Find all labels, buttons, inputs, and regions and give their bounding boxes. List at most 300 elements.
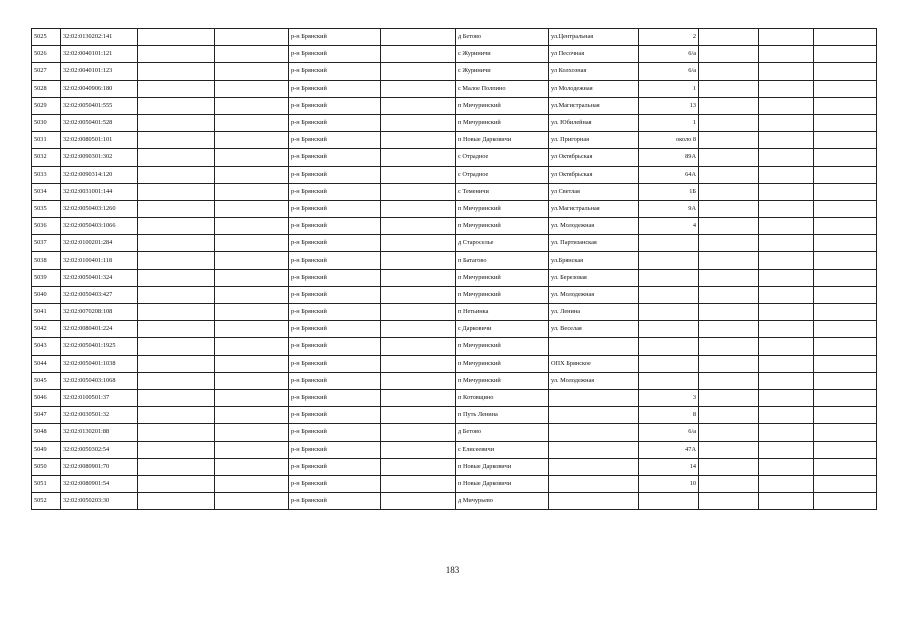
cell-street: ул. Веселая	[549, 321, 639, 338]
cell-empty	[381, 372, 456, 389]
cell-house	[639, 493, 699, 510]
cell-empty	[699, 252, 759, 269]
cell-empty	[699, 304, 759, 321]
cell-empty	[381, 441, 456, 458]
cell-number: 5042	[32, 321, 61, 338]
cell-settlement: с Журиничи	[456, 46, 549, 63]
cell-empty	[381, 424, 456, 441]
cell-number: 5046	[32, 389, 61, 406]
cell-empty	[215, 304, 289, 321]
cell-empty	[381, 458, 456, 475]
cell-empty	[215, 80, 289, 97]
cell-settlement: п Батагово	[456, 252, 549, 269]
cell-empty	[381, 321, 456, 338]
cell-empty	[814, 166, 877, 183]
cell-district: р-н Брянский	[289, 80, 381, 97]
cell-cadastral-number: 32:02:0031001:144	[61, 183, 138, 200]
cell-district: р-н Брянский	[289, 63, 381, 80]
cell-empty	[381, 235, 456, 252]
table-row	[32, 252, 877, 269]
cell-empty	[699, 149, 759, 166]
cell-empty	[138, 183, 215, 200]
table-row	[32, 149, 877, 166]
cell-house: 8	[639, 407, 699, 424]
cell-empty	[699, 355, 759, 372]
table-row	[32, 355, 877, 372]
cell-number: 5052	[32, 493, 61, 510]
cell-district: р-н Брянский	[289, 252, 381, 269]
cell-settlement: д Мичурьево	[456, 493, 549, 510]
cell-street: ул Колхозная	[549, 63, 639, 80]
cell-cadastral-number: 32:02:0090314:120	[61, 166, 138, 183]
cell-empty	[381, 149, 456, 166]
cell-cadastral-number: 32:02:0090301:302	[61, 149, 138, 166]
cell-settlement: п Новые Дарковичи	[456, 132, 549, 149]
cell-house	[639, 235, 699, 252]
cell-cadastral-number: 32:02:0100201:284	[61, 235, 138, 252]
cell-empty	[699, 338, 759, 355]
cell-cadastral-number: 32:02:0050401:324	[61, 269, 138, 286]
table-row	[32, 63, 877, 80]
cell-district: р-н Брянский	[289, 372, 381, 389]
cell-empty	[759, 475, 814, 492]
table-body	[32, 29, 877, 510]
table-row	[32, 372, 877, 389]
cell-number: 5044	[32, 355, 61, 372]
cell-district: р-н Брянский	[289, 269, 381, 286]
cell-empty	[215, 475, 289, 492]
cell-empty	[138, 355, 215, 372]
cell-empty	[699, 80, 759, 97]
cell-house: 13	[639, 97, 699, 114]
cell-house: 1	[639, 80, 699, 97]
cell-empty	[138, 389, 215, 406]
cell-empty	[381, 493, 456, 510]
cell-empty	[814, 372, 877, 389]
cell-settlement: с Журиничи	[456, 63, 549, 80]
cell-cadastral-number: 32:02:0130201:88	[61, 424, 138, 441]
cell-empty	[759, 441, 814, 458]
cell-number: 5036	[32, 218, 61, 235]
cell-empty	[138, 97, 215, 114]
cell-empty	[814, 407, 877, 424]
cell-empty	[381, 97, 456, 114]
cell-number: 5038	[32, 252, 61, 269]
cell-street: ул. Молодежная	[549, 372, 639, 389]
cell-empty	[699, 269, 759, 286]
cell-empty	[138, 269, 215, 286]
cell-empty	[138, 63, 215, 80]
cell-empty	[215, 132, 289, 149]
cell-number: 5051	[32, 475, 61, 492]
table-row	[32, 424, 877, 441]
cell-street: ул. Молодежная	[549, 218, 639, 235]
cell-empty	[699, 114, 759, 131]
cell-empty	[814, 114, 877, 131]
cell-empty	[138, 493, 215, 510]
cell-number: 5043	[32, 338, 61, 355]
cell-house	[639, 304, 699, 321]
cell-empty	[699, 441, 759, 458]
cell-number: 5048	[32, 424, 61, 441]
cell-empty	[814, 46, 877, 63]
cell-district: р-н Брянский	[289, 97, 381, 114]
cell-street: ул Октябрьская	[549, 166, 639, 183]
cell-settlement: п Мичуринский	[456, 338, 549, 355]
cell-district: р-н Брянский	[289, 338, 381, 355]
cell-empty	[381, 63, 456, 80]
cell-empty	[215, 183, 289, 200]
cell-empty	[381, 389, 456, 406]
cell-empty	[699, 132, 759, 149]
cell-district: р-н Брянский	[289, 46, 381, 63]
table-row	[32, 338, 877, 355]
cell-empty	[759, 407, 814, 424]
cell-empty	[699, 372, 759, 389]
cell-street: ул. Березовая	[549, 269, 639, 286]
cell-district: р-н Брянский	[289, 441, 381, 458]
cell-number: 5027	[32, 63, 61, 80]
cell-cadastral-number: 32:02:0080901:54	[61, 475, 138, 492]
cell-empty	[814, 63, 877, 80]
cell-empty	[138, 80, 215, 97]
cell-cadastral-number: 32:02:0050403:1066	[61, 218, 138, 235]
cell-empty	[381, 46, 456, 63]
table-row	[32, 269, 877, 286]
cell-street	[549, 338, 639, 355]
cell-empty	[814, 458, 877, 475]
cell-cadastral-number: 32:02:0050403:1260	[61, 200, 138, 217]
cell-cadastral-number: 32:02:0040906:180	[61, 80, 138, 97]
cell-empty	[759, 286, 814, 303]
cell-district: р-н Брянский	[289, 355, 381, 372]
cell-empty	[215, 355, 289, 372]
cell-number: 5035	[32, 200, 61, 217]
cell-settlement: п Мичуринский	[456, 286, 549, 303]
cell-empty	[814, 441, 877, 458]
cell-empty	[381, 183, 456, 200]
cell-house: 6/а	[639, 424, 699, 441]
cell-street: ул. Молодежная	[549, 286, 639, 303]
cell-number: 5031	[32, 132, 61, 149]
cell-street: ул. Юбилейная	[549, 114, 639, 131]
cell-empty	[699, 235, 759, 252]
cell-district: р-н Брянский	[289, 389, 381, 406]
cell-empty	[215, 441, 289, 458]
cell-empty	[759, 493, 814, 510]
cell-district: р-н Брянский	[289, 493, 381, 510]
cell-number: 5029	[32, 97, 61, 114]
cell-empty	[759, 372, 814, 389]
cell-empty	[814, 475, 877, 492]
cell-settlement: п Мичуринский	[456, 97, 549, 114]
table-row	[32, 200, 877, 217]
cell-settlement: д Бетово	[456, 424, 549, 441]
cell-empty	[759, 29, 814, 46]
cell-district: р-н Брянский	[289, 218, 381, 235]
cell-empty	[138, 29, 215, 46]
cell-number: 5033	[32, 166, 61, 183]
table-row	[32, 389, 877, 406]
cell-empty	[138, 372, 215, 389]
cell-empty	[381, 355, 456, 372]
cell-empty	[138, 441, 215, 458]
cell-house: 10	[639, 475, 699, 492]
cell-street: ул Светлая	[549, 183, 639, 200]
table-row	[32, 475, 877, 492]
cell-empty	[138, 200, 215, 217]
cell-empty	[759, 200, 814, 217]
cell-settlement: с Отрадное	[456, 166, 549, 183]
cell-empty	[814, 424, 877, 441]
cell-empty	[814, 132, 877, 149]
cell-street: ул.Брянская	[549, 252, 639, 269]
cell-empty	[759, 355, 814, 372]
cell-street	[549, 389, 639, 406]
cell-empty	[215, 97, 289, 114]
cell-empty	[699, 389, 759, 406]
cell-street	[549, 475, 639, 492]
cell-number: 5025	[32, 29, 61, 46]
cell-empty	[759, 183, 814, 200]
cell-empty	[381, 407, 456, 424]
cell-empty	[381, 132, 456, 149]
cell-cadastral-number: 32:02:0030501:32	[61, 407, 138, 424]
cell-empty	[699, 458, 759, 475]
cell-empty	[138, 424, 215, 441]
cell-empty	[759, 252, 814, 269]
cell-settlement: с Елисеевичи	[456, 441, 549, 458]
cell-empty	[215, 286, 289, 303]
cell-empty	[215, 424, 289, 441]
cell-house	[639, 338, 699, 355]
cell-empty	[381, 475, 456, 492]
cell-settlement: с Отрадное	[456, 149, 549, 166]
cell-house: 3	[639, 389, 699, 406]
cell-empty	[814, 218, 877, 235]
cell-street	[549, 458, 639, 475]
cell-empty	[215, 269, 289, 286]
cell-empty	[699, 200, 759, 217]
cell-cadastral-number: 32:02:0080901:70	[61, 458, 138, 475]
cell-street: ОПХ Брянское	[549, 355, 639, 372]
table-row	[32, 235, 877, 252]
cell-street	[549, 407, 639, 424]
cell-empty	[138, 407, 215, 424]
cell-empty	[215, 389, 289, 406]
cell-cadastral-number: 32:02:0050401:555	[61, 97, 138, 114]
cell-empty	[138, 304, 215, 321]
cell-empty	[138, 166, 215, 183]
cell-empty	[381, 200, 456, 217]
cell-house: 2	[639, 29, 699, 46]
cell-empty	[814, 269, 877, 286]
cell-district: р-н Брянский	[289, 132, 381, 149]
cell-empty	[699, 321, 759, 338]
cell-cadastral-number: 32:02:0100401:118	[61, 252, 138, 269]
cell-empty	[814, 149, 877, 166]
cell-empty	[814, 493, 877, 510]
table-row	[32, 132, 877, 149]
cell-cadastral-number: 32:02:0050401:1925	[61, 338, 138, 355]
cell-district: р-н Брянский	[289, 286, 381, 303]
cell-empty	[759, 338, 814, 355]
cell-settlement: п Новые Дарковичи	[456, 458, 549, 475]
cell-settlement: с Теменичи	[456, 183, 549, 200]
cell-empty	[215, 338, 289, 355]
table-row	[32, 183, 877, 200]
cell-empty	[759, 424, 814, 441]
cell-empty	[759, 166, 814, 183]
cell-empty	[138, 132, 215, 149]
cell-district: р-н Брянский	[289, 149, 381, 166]
cell-house	[639, 269, 699, 286]
cell-cadastral-number: 32:02:0080401:224	[61, 321, 138, 338]
cell-house: 6/а	[639, 63, 699, 80]
table-row	[32, 493, 877, 510]
cell-empty	[381, 29, 456, 46]
cell-empty	[814, 389, 877, 406]
cell-cadastral-number: 32:02:0040101:123	[61, 63, 138, 80]
cell-empty	[814, 80, 877, 97]
cell-empty	[215, 218, 289, 235]
table-row	[32, 80, 877, 97]
cell-settlement: д Староселье	[456, 235, 549, 252]
cell-district: р-н Брянский	[289, 200, 381, 217]
cell-empty	[759, 389, 814, 406]
cell-house	[639, 321, 699, 338]
cell-empty	[381, 269, 456, 286]
cell-house: 1Б	[639, 183, 699, 200]
cell-empty	[699, 46, 759, 63]
cell-settlement: с Малое Полпино	[456, 80, 549, 97]
cell-number: 5050	[32, 458, 61, 475]
cell-house: 9А	[639, 200, 699, 217]
cell-empty	[699, 424, 759, 441]
cell-empty	[759, 304, 814, 321]
cell-house	[639, 372, 699, 389]
cell-empty	[138, 321, 215, 338]
cell-empty	[138, 235, 215, 252]
cell-settlement: п Мичуринский	[456, 355, 549, 372]
cell-cadastral-number: 32:02:0050302:54	[61, 441, 138, 458]
cell-settlement: п Мичуринский	[456, 218, 549, 235]
cell-street: ул. Ленина	[549, 304, 639, 321]
cell-district: р-н Брянский	[289, 321, 381, 338]
cell-empty	[814, 286, 877, 303]
cell-empty	[381, 218, 456, 235]
cell-empty	[215, 407, 289, 424]
cell-empty	[699, 29, 759, 46]
cell-empty	[759, 218, 814, 235]
cell-empty	[814, 338, 877, 355]
cell-empty	[759, 63, 814, 80]
table-row	[32, 286, 877, 303]
cell-empty	[215, 493, 289, 510]
cell-empty	[814, 200, 877, 217]
cell-empty	[759, 321, 814, 338]
cell-empty	[814, 252, 877, 269]
cell-number: 5040	[32, 286, 61, 303]
cell-street	[549, 424, 639, 441]
table-row	[32, 441, 877, 458]
cell-street	[549, 441, 639, 458]
cell-empty	[215, 46, 289, 63]
cell-empty	[814, 355, 877, 372]
cell-street: ул.Магистральная	[549, 200, 639, 217]
cell-empty	[138, 218, 215, 235]
table-row	[32, 304, 877, 321]
cell-house: 6/а	[639, 46, 699, 63]
cell-empty	[381, 114, 456, 131]
cell-empty	[759, 80, 814, 97]
table-row	[32, 458, 877, 475]
cell-district: р-н Брянский	[289, 407, 381, 424]
cell-empty	[381, 80, 456, 97]
cell-street: ул.Центральная	[549, 29, 639, 46]
cell-empty	[814, 97, 877, 114]
cell-empty	[814, 304, 877, 321]
cell-district: р-н Брянский	[289, 424, 381, 441]
cell-empty	[381, 166, 456, 183]
cell-empty	[138, 286, 215, 303]
cell-settlement: с Дарковичи	[456, 321, 549, 338]
cell-settlement: п Новые Дарковичи	[456, 475, 549, 492]
cell-street: ул. Пригорная	[549, 132, 639, 149]
cell-empty	[699, 218, 759, 235]
cell-empty	[215, 114, 289, 131]
cell-empty	[215, 29, 289, 46]
cell-district: р-н Брянский	[289, 235, 381, 252]
cell-empty	[138, 252, 215, 269]
cell-house: 64А	[639, 166, 699, 183]
cell-cadastral-number: 32:02:0080501:101	[61, 132, 138, 149]
cell-empty	[699, 286, 759, 303]
cell-empty	[215, 372, 289, 389]
page-number: 183	[445, 565, 460, 575]
cell-district: р-н Брянский	[289, 29, 381, 46]
cell-cadastral-number: 32:02:0050403:1068	[61, 372, 138, 389]
cell-house: 47А	[639, 441, 699, 458]
cell-empty	[381, 338, 456, 355]
cell-house: около 8	[639, 132, 699, 149]
cell-number: 5032	[32, 149, 61, 166]
cell-street: ул Песочная	[549, 46, 639, 63]
registry-table	[31, 28, 877, 510]
cell-empty	[381, 252, 456, 269]
cell-empty	[699, 407, 759, 424]
cell-house: 4	[639, 218, 699, 235]
cell-empty	[759, 114, 814, 131]
cell-house: 14	[639, 458, 699, 475]
cell-cadastral-number: 32:02:0050401:1038	[61, 355, 138, 372]
cell-number: 5030	[32, 114, 61, 131]
cell-settlement: п Котовщино	[456, 389, 549, 406]
cell-street: ул Октябрьская	[549, 149, 639, 166]
cell-empty	[814, 235, 877, 252]
cell-empty	[814, 321, 877, 338]
cell-settlement: п Мичуринский	[456, 114, 549, 131]
table-row	[32, 46, 877, 63]
cell-empty	[138, 338, 215, 355]
cell-number: 5034	[32, 183, 61, 200]
cell-cadastral-number: 32:02:0100501:37	[61, 389, 138, 406]
cell-empty	[699, 493, 759, 510]
cell-empty	[215, 458, 289, 475]
cell-empty	[699, 183, 759, 200]
cell-district: р-н Брянский	[289, 166, 381, 183]
cell-cadastral-number: 32:02:0130202:141	[61, 29, 138, 46]
